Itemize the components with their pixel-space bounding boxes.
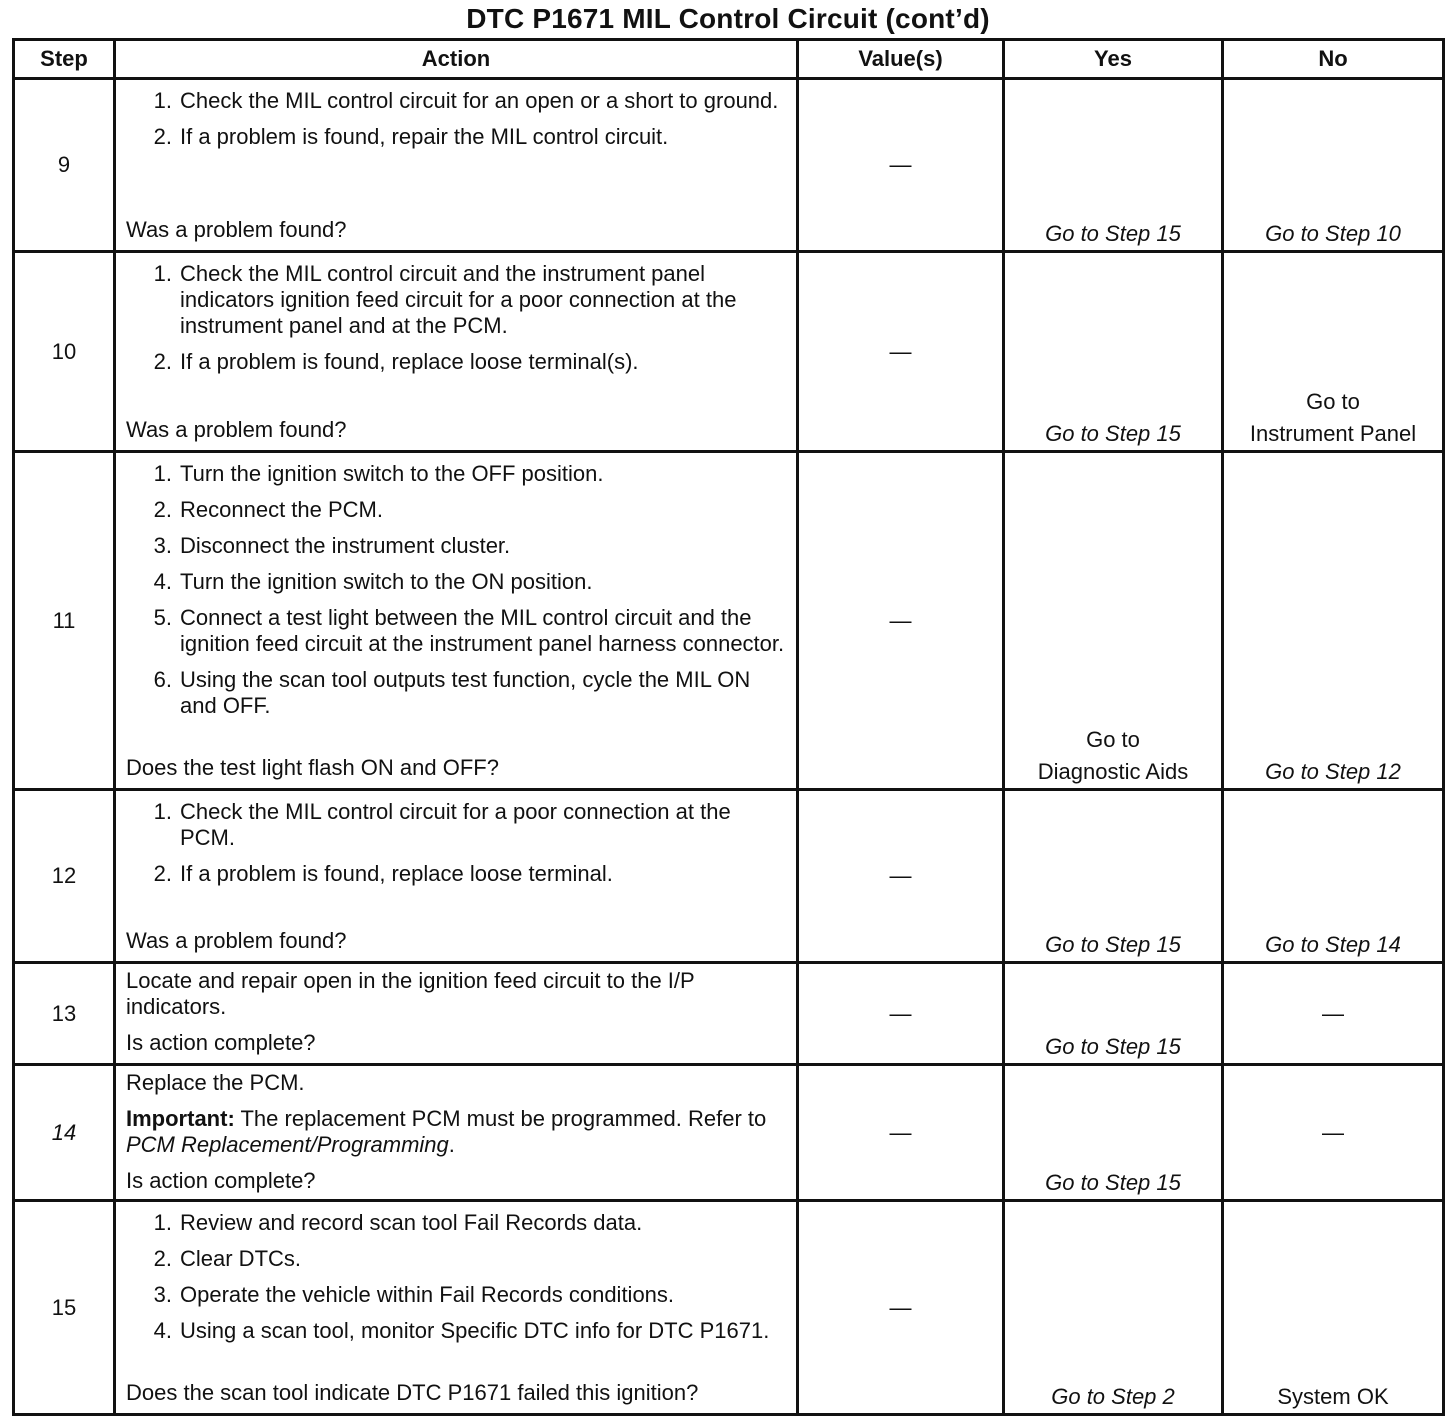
table-header-row: [14, 40, 1444, 79]
action-item: Check the MIL control circuit for a poor connection at the PCM.: [180, 799, 731, 850]
table-row-step-12: [14, 790, 1444, 963]
value-cell: —: [798, 963, 1004, 1065]
important-label: Important:: [126, 1106, 235, 1131]
value-cell: —: [798, 252, 1004, 452]
action-list: [126, 1210, 786, 1354]
procedure-reference: PCM Replacement/Programming: [126, 1132, 449, 1157]
yes-outcome: Go to Step 15: [1004, 790, 1223, 963]
action-cell: [115, 963, 798, 1065]
action-item: Turn the ignition switch to the ON position.: [180, 569, 593, 594]
important-end: .: [448, 1132, 455, 1157]
action-item: Turn the ignition switch to the OFF position.: [180, 461, 604, 486]
action-list: [126, 261, 786, 385]
action-question: Was a problem found?: [126, 217, 347, 242]
action-item: If a problem is found, replace loose terminal.: [180, 861, 613, 886]
action-item: Clear DTCs.: [180, 1246, 302, 1271]
action-item: Using the scan tool outputs test function, cycle the MIL ON and OFF.: [180, 667, 751, 718]
action-question: Is action complete?: [126, 1030, 316, 1055]
step-number: 14: [14, 1065, 115, 1201]
no-outcome: —: [1223, 963, 1444, 1065]
action-list: [126, 88, 786, 160]
table-row-step-11: [14, 452, 1444, 790]
no-outcome-line1: Go to: [1306, 389, 1360, 414]
action-item: Operate the vehicle within Fail Records conditions.: [180, 1282, 675, 1307]
value-cell: —: [798, 1201, 1004, 1415]
no-outcome: Go to Step 12: [1223, 452, 1444, 790]
action-question: Does the test light flash ON and OFF?: [126, 755, 499, 780]
yes-outcome-line2: Diagnostic Aids: [1037, 759, 1189, 784]
action-question: Does the scan tool indicate DTC P1671 failed this ignition?: [126, 1380, 699, 1405]
diagnostic-table: [12, 38, 1445, 1416]
step-number: 11: [14, 452, 115, 790]
value-cell: —: [798, 1065, 1004, 1201]
action-item: Check the MIL control circuit for an open or a short to ground.: [180, 88, 779, 113]
no-outcome: System OK: [1223, 1201, 1444, 1415]
yes-outcome: Go to Step 15: [1004, 252, 1223, 452]
step-number: 13: [14, 963, 115, 1065]
action-question: Was a problem found?: [126, 928, 347, 953]
header-action: Action: [115, 40, 798, 79]
action-item: Reconnect the PCM.: [180, 497, 383, 522]
header-yes: Yes: [1004, 40, 1223, 79]
step-number: 15: [14, 1201, 115, 1415]
action-item: Using a scan tool, monitor Specific DTC info for DTC P1671.: [180, 1318, 770, 1343]
no-outcome: —: [1223, 1065, 1444, 1201]
header-step: Step: [14, 40, 115, 79]
step-number: 10: [14, 252, 115, 452]
yes-outcome: Go to Step 15: [1004, 963, 1223, 1065]
action-text: Replace the PCM.: [126, 1070, 305, 1095]
action-text: Locate and repair open in the ignition feed circuit to the I/P indicators.: [126, 968, 695, 1019]
no-outcome: Go to Step 10: [1223, 79, 1444, 252]
yes-outcome: [1004, 452, 1223, 790]
action-question: Is action complete?: [126, 1168, 316, 1193]
action-question: Was a problem found?: [126, 417, 347, 442]
action-item: Connect a test light between the MIL control circuit and the ignition feed circuit at the instrument panel harness connector.: [180, 605, 785, 656]
action-item: Review and record scan tool Fail Records data.: [180, 1210, 643, 1235]
action-cell: [115, 790, 798, 963]
table-row-step-15: [14, 1201, 1444, 1415]
action-item: Disconnect the instrument cluster.: [180, 533, 511, 558]
value-cell: —: [798, 790, 1004, 963]
yes-outcome: Go to Step 2: [1004, 1201, 1223, 1415]
no-outcome: [1223, 252, 1444, 452]
document-title: DTC P1671 MIL Control Circuit (cont’d): [466, 3, 990, 34]
action-item: If a problem is found, replace loose terminal(s).: [180, 349, 639, 374]
action-item: Check the MIL control circuit and the instrument panel indicators ignition feed circuit for a poor connection at the instrument panel and at the PCM.: [180, 261, 737, 338]
table-row-step-9: [14, 79, 1444, 252]
no-outcome-line2: Instrument Panel: [1249, 421, 1417, 446]
step-number: 12: [14, 790, 115, 963]
action-item: If a problem is found, repair the MIL control circuit.: [180, 124, 669, 149]
table-row-step-10: [14, 252, 1444, 452]
action-list: [126, 799, 786, 897]
table-row-step-14: [14, 1065, 1444, 1201]
value-cell: —: [798, 79, 1004, 252]
action-cell: [115, 1201, 798, 1415]
yes-outcome: Go to Step 15: [1004, 1065, 1223, 1201]
yes-outcome: Go to Step 15: [1004, 79, 1223, 252]
table-row-step-13: [14, 963, 1444, 1065]
important-note: [126, 1106, 786, 1158]
action-cell: [115, 252, 798, 452]
action-cell: [115, 1065, 798, 1201]
action-cell: [115, 79, 798, 252]
step-number: 9: [14, 79, 115, 252]
yes-outcome-line1: Go to: [1086, 727, 1140, 752]
action-list: [126, 461, 786, 729]
action-cell: [115, 452, 798, 790]
header-no: No: [1223, 40, 1444, 79]
header-values: Value(s): [798, 40, 1004, 79]
no-outcome: Go to Step 14: [1223, 790, 1444, 963]
important-text: The replacement PCM must be programmed. Refer to: [234, 1106, 767, 1131]
value-cell: —: [798, 452, 1004, 790]
